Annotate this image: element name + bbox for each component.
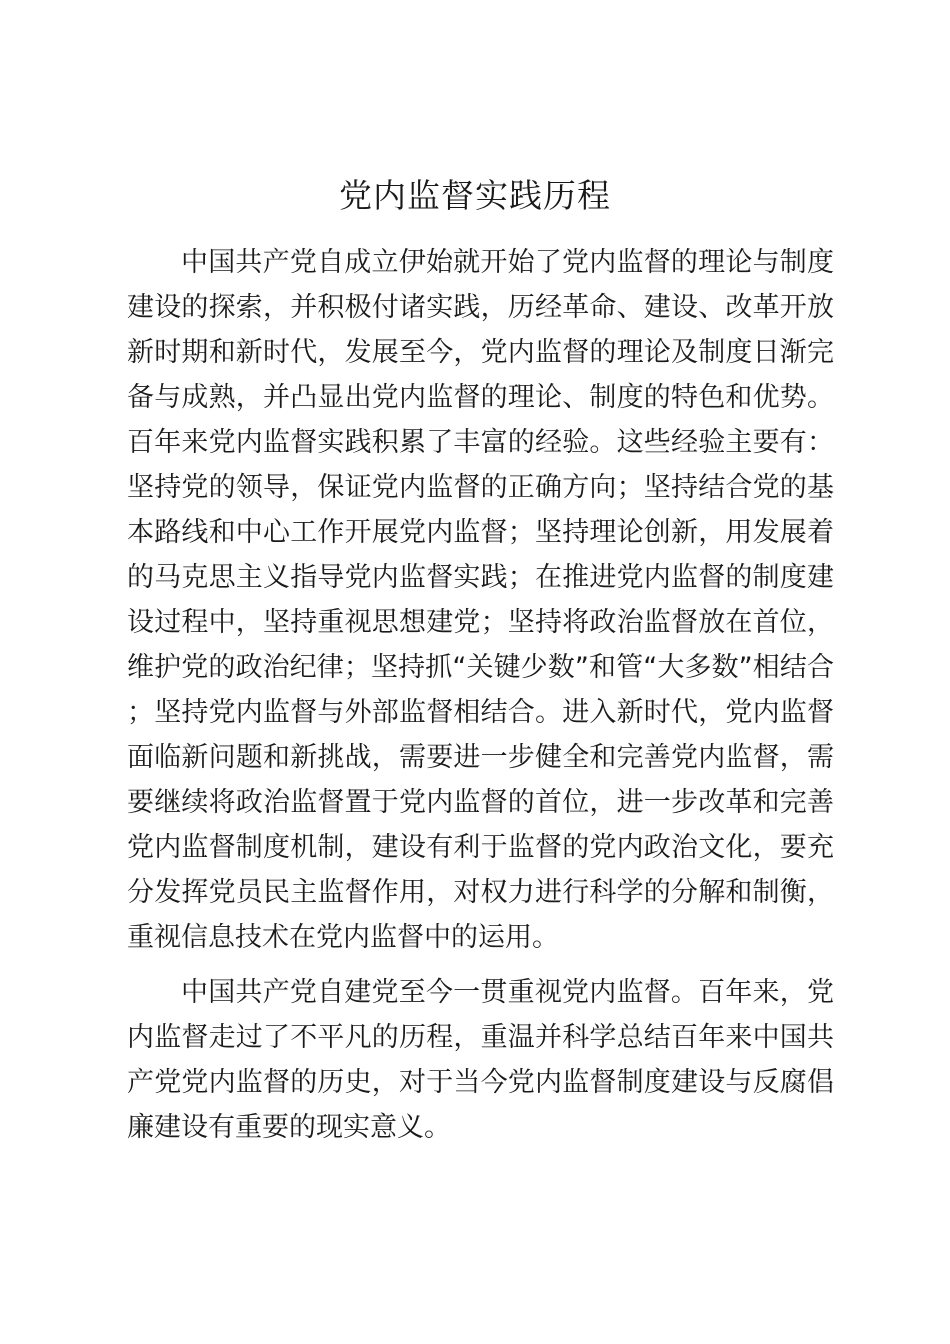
document-title: 党内监督实践历程: [339, 176, 611, 215]
body-paragraph-2: 中国共产党自建党至今一贯重视党内监督。百年来，党内监督走过了不平凡的历程，重温并科学总结百年来中国共产党党内监督的历史，对于当今党内监督制度建设与反腐倡廉建设有重要的现实意义。: [127, 977, 834, 1143]
body-paragraph-1: 中国共产党自成立伊始就开始了党内监督的理论与制度建设的探索，并积极付诸实践，历经革命、建设、改革开放新时期和新时代，发展至今，党内监督的理论及制度日渐完备与成熟，并凸显出党内监督的理论、制度的特色和优势。百年来党内监督实践积累了丰富的经验。这些经验主要有：坚持党的领导，保证党内监督的正确方向；坚持结合党的基本路线和中心工作开展党内监督；坚持理论创新，用发展着的马克思主义指导党内监督实践；在推进党内监督的制度建设过程中，坚持重视思想建党；坚持将政治监督放在首位，维护党的政治纪律；坚持抓“关键少数”和管“大多数”相结合；坚持党内监督与外部监督相结合。进入新时代，党内监督面临新问题和新挑战，需要进一步健全和完善党内监督，需要继续将政治监督置于党内监督的首位，进一步改革和完善党内监督制度机制，建设有利于监督的党内政治文化，要充分发挥党员民主监督作用，对权力进行科学的分解和制衡，重视信息技术在党内监督中的运用。: [127, 247, 834, 953]
